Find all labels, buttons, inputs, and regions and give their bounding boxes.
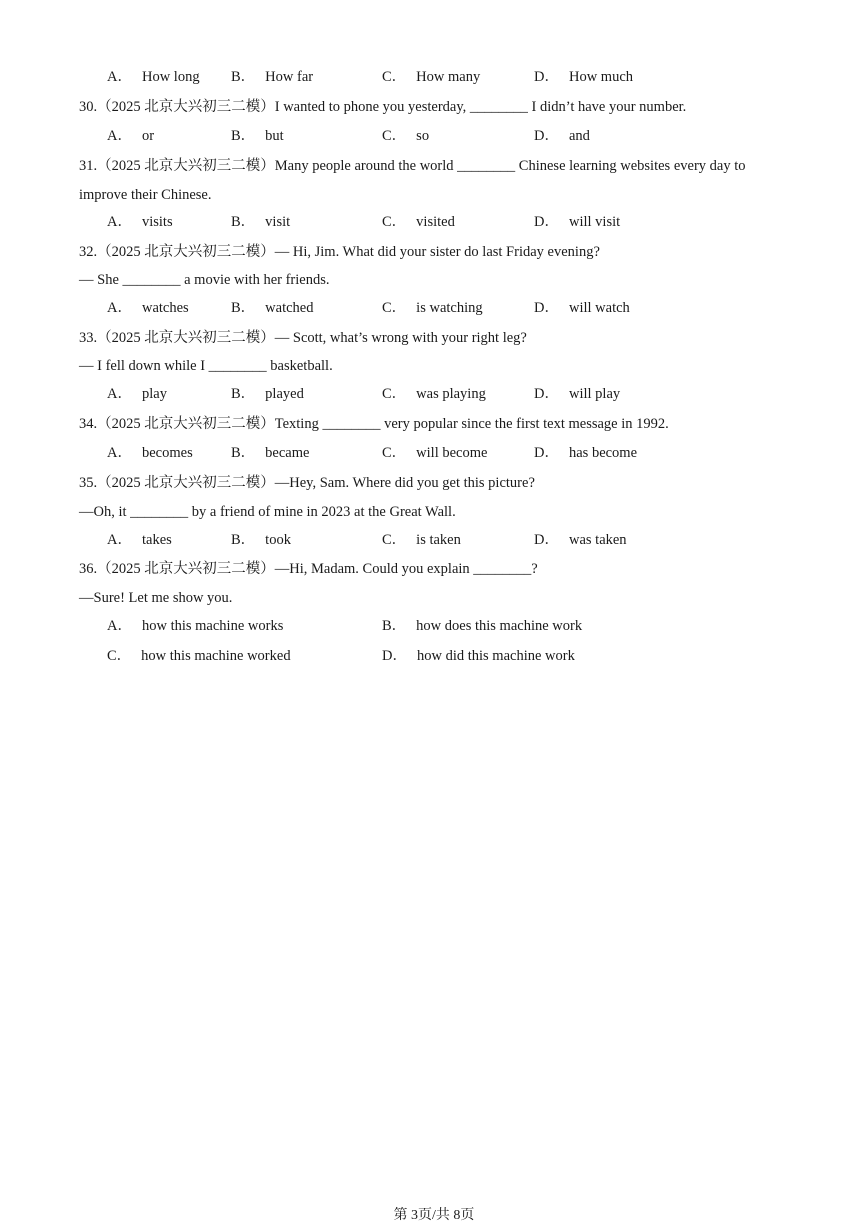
q33-stem: 33.（2025 北京大兴初三二模）— Scott, what’s wrong with your right leg? xyxy=(79,330,527,346)
q33-options xyxy=(0,385,868,403)
q31-options xyxy=(0,213,868,231)
q32-option-b: B． watched xyxy=(231,300,314,316)
q31-option-b: B． visit xyxy=(231,214,291,230)
q32-option-a: A． watches xyxy=(107,300,189,316)
q32-stem-continued: — She ________ a movie with her friends. xyxy=(79,272,330,288)
q31-option-d: D． will visit xyxy=(534,214,621,230)
q35-option-a: A． takes xyxy=(107,532,172,548)
q32-stem: 32.（2025 北京大兴初三二模）— Hi, Jim. What did your sister do last Friday evening? xyxy=(79,244,600,260)
q34-option-a: A． becomes xyxy=(107,445,193,461)
q30-option-b: B． but xyxy=(231,128,284,144)
q35-option-b: B． took xyxy=(231,532,291,548)
q31-option-a: A． visits xyxy=(107,214,173,230)
q31-option-c: C． visited xyxy=(382,214,455,230)
q33-option-b: B． played xyxy=(231,386,304,402)
q30-option-d: D． and xyxy=(534,128,590,144)
page-number: 第 3页/共 8页 xyxy=(393,1208,475,1223)
q30-option-a: A． or xyxy=(107,128,155,144)
q34-options xyxy=(0,444,868,462)
q34-option-b: B． became xyxy=(231,445,310,461)
q33-option-d: D． will play xyxy=(534,386,621,402)
q30-option-c: C． so xyxy=(382,128,430,144)
q31-stem-continued: improve their Chinese. xyxy=(79,187,212,203)
q36-stem-continued: —Sure! Let me show you. xyxy=(79,590,233,606)
q32-option-c: C． is watching xyxy=(382,300,483,316)
q34-stem: 34.（2025 北京大兴初三二模）Texting ________ very popular since the first text message in 1992. xyxy=(79,416,669,432)
q32-options xyxy=(0,299,868,317)
q29-option-d: D． How much xyxy=(534,69,634,85)
q36-option-c: C． how this machine worked xyxy=(107,648,291,664)
q35-option-c: C． is taken xyxy=(382,532,461,548)
q36-options-row1 xyxy=(0,617,868,635)
q36-stem: 36.（2025 北京大兴初三二模）—Hi, Madam. Could you explain ________? xyxy=(79,561,538,577)
q32-option-d: D． will watch xyxy=(534,300,630,316)
q36-option-b: B． how does this machine work xyxy=(382,618,583,634)
q33-option-a: A． play xyxy=(107,386,167,402)
q30-stem: 30.（2025 北京大兴初三二模）I wanted to phone you yesterday, ________ I didn’t have your number. xyxy=(79,99,687,115)
q35-options xyxy=(0,531,868,549)
q34-option-c: C． will become xyxy=(382,445,488,461)
q29-option-c: C． How many xyxy=(382,69,481,85)
q35-stem-continued: —Oh, it ________ by a friend of mine in 2023 at the Great Wall. xyxy=(79,504,456,520)
q34-option-d: D． has become xyxy=(534,445,638,461)
q36-option-a: A． how this machine works xyxy=(107,618,284,634)
q30-options xyxy=(0,127,868,145)
q29-options xyxy=(0,68,868,86)
q33-stem-continued: — I fell down while I ________ basketball. xyxy=(79,358,333,374)
q35-stem: 35.（2025 北京大兴初三二模）—Hey, Sam. Where did you get this picture? xyxy=(79,475,535,491)
q36-options-row2 xyxy=(0,647,868,665)
q33-option-c: C． was playing xyxy=(382,386,486,402)
q29-option-b: B． How far xyxy=(231,69,314,85)
q36-option-d: D． how did this machine work xyxy=(382,648,575,664)
q31-stem: 31.（2025 北京大兴初三二模）Many people around the world ________ Chinese learning websites every day to xyxy=(79,158,746,174)
q35-option-d: D． was taken xyxy=(534,532,627,548)
q29-option-a: A． How long xyxy=(107,69,200,85)
